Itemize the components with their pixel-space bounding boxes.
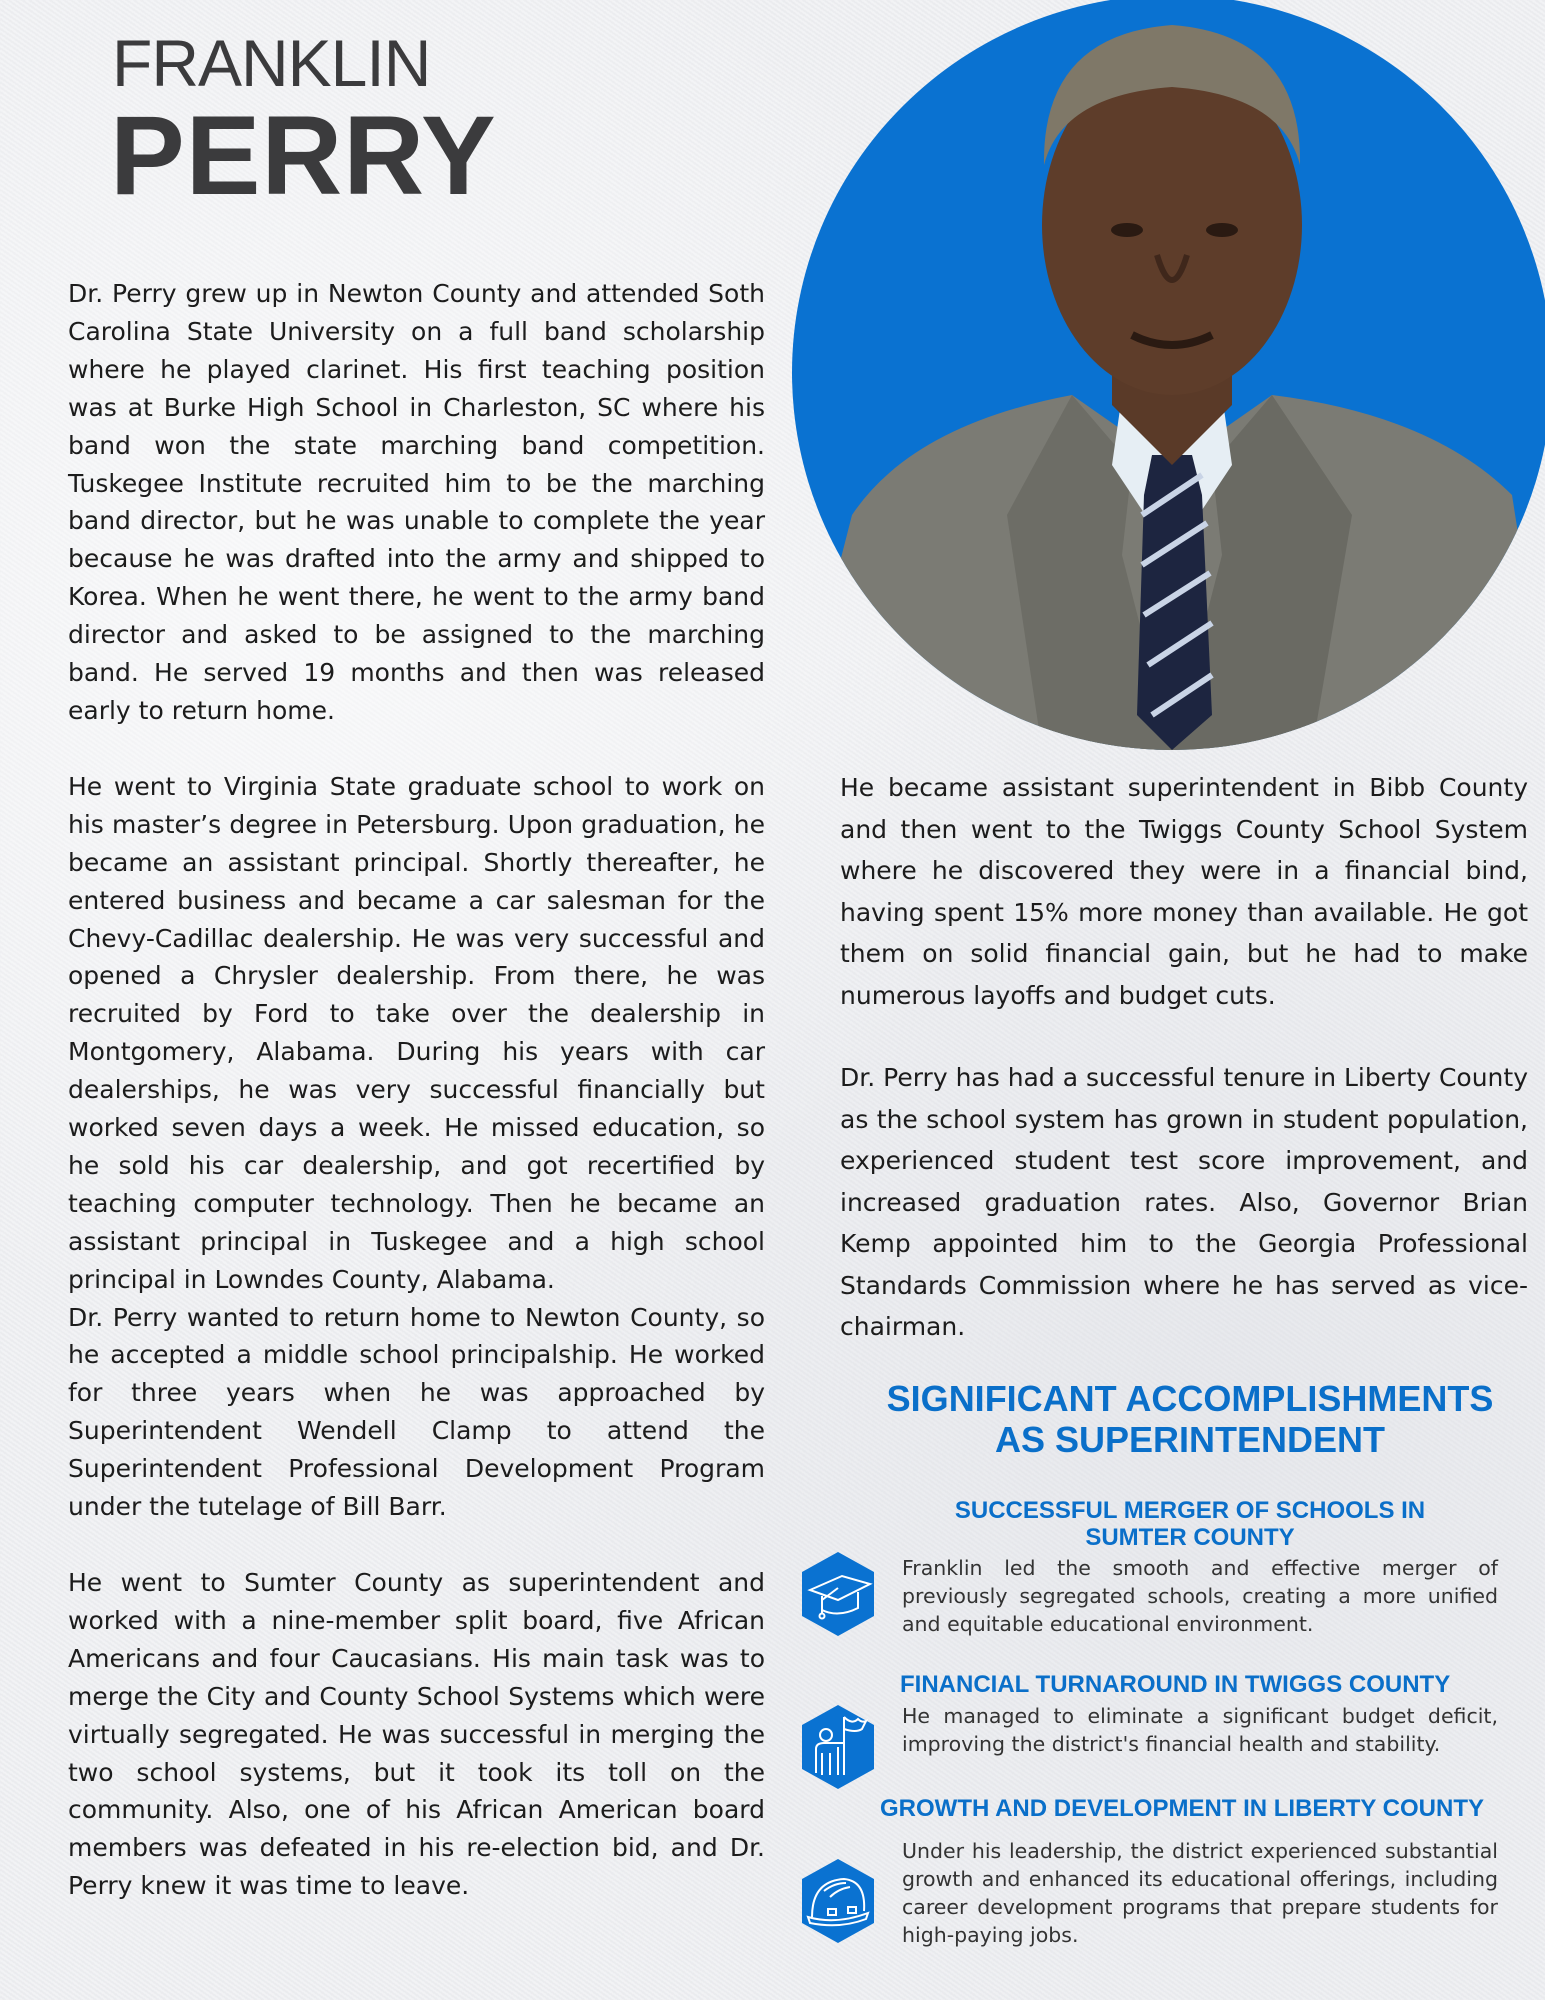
accomplishment-item [800,1795,1540,1947]
portrait-illustration [792,0,1545,750]
bio-paragraph: He went to Virginia State graduate school to work on his master’s degree in Petersburg. Upon graduation, he became an assistant principal. Shortly thereafter, he entered business and became a car salesman for the Chevy-Cadillac dealership. He was very successful and opened a Chrysler dealership. From there, he was recruited by Ford to take over the dealership in Montgomery, Alabama. During his years with car dealerships, he was very successful financially but worked seven days a week. He missed education, so he sold his car dealership, and got recertified by teaching computer technology. Then he became an assistant principal in Tuskegee and a high school principal in Lowndes County, Alabama. [68,771,765,1294]
biography-right-column [840,767,1528,1348]
bio-paragraph: Dr. Perry grew up in Newton County and attended Soth Carolina State University on a full band scholarship where he played clarinet. His first teaching position was at Burke High School in Charleston, SC where his band won the state marching band competition. Tuskegee Institute recruited him to be the marching band director, but he was unable to complete the year because he was drafted into the army and shipped to Korea. When he went there, he went to the army band director and asked to be assigned to the marching band. He served 19 months and then was released early to return home. [68,279,765,725]
accomplishment-title [800,1795,1540,1822]
accomplishment-description: Franklin led the smooth and effective merger of previously segregated schools, creating a more unified and equitable educational environment. [902,1556,1498,1636]
accomplishment-title [800,1671,1540,1698]
accomplishment-title-line: FINANCIAL TURNAROUND IN TWIGGS COUNTY [900,1671,1451,1698]
portrait-photo [792,0,1545,750]
accomplishments-heading-line2: AS SUPERINTENDENT [994,1419,1386,1460]
page-title-last-name: PERRY [110,93,497,218]
hard-hat-icon [800,1857,876,1945]
graduation-cap-icon [800,1550,876,1638]
bio-paragraph: Dr. Perry wanted to return home to Newton County, so he accepted a middle school principalship. He worked for three years when he was approached by Superintendent Wendell Clamp to attend the Superintendent Professional Development Program under the tutelage of Bill Barr. [68,1302,765,1522]
page-title-first-name: FRANKLIN [112,26,431,100]
accomplishment-title-line: SUCCESSFUL MERGER OF SCHOOLS IN [954,1497,1426,1524]
person-with-flag-icon [800,1703,876,1791]
accomplishment-title-line: SUMTER COUNTY [1085,1524,1295,1551]
bio-paragraph: He went to Sumter County as superintendent and worked with a nine-member split board, five African Americans and four Caucasians. His main task was to merge the City and County School Systems which were virtually segregated. He was successful in merging the two school systems, but it took its toll on the community. Also, one of his African American board members was defeated in his re-election bid, and Dr. Perry knew it was time to leave. [68,1568,765,1901]
accomplishment-item [800,1671,1540,1756]
accomplishment-title-line: GROWTH AND DEVELOPMENT IN LIBERTY COUNTY [880,1795,1485,1822]
bio-paragraph: Dr. Perry has had a successful tenure in Liberty County as the school system has grown in student population, experienced student test score improvement, and increased graduation rates. Also, Governor Brian Kemp appointed him to the Georgia Professional Standards Commission where he has served as vice-chairman. [840,1063,1528,1341]
accomplishment-description: He managed to eliminate a significant budget deficit, improving the district's financial health and stability. [902,1704,1498,1756]
accomplishment-item [800,1497,1540,1636]
bio-paragraph: He became assistant superintendent in Bibb County and then went to the Twiggs County School System where he discovered they were in a financial bind, having spent 15% more money than available. He got them on solid financial gain, but he had to make numerous layoffs and budget cuts. [840,773,1528,1010]
accomplishment-title [800,1497,1540,1551]
biography-left-column [68,275,765,1905]
accomplishments-heading [850,1378,1530,1460]
accomplishment-description: Under his leadership, the district experienced substantial growth and enhanced its educational offerings, including career development programs that prepare students for high-paying jobs. [902,1839,1498,1947]
accomplishments-heading-line1: SIGNIFICANT ACCOMPLISHMENTS [886,1378,1494,1419]
